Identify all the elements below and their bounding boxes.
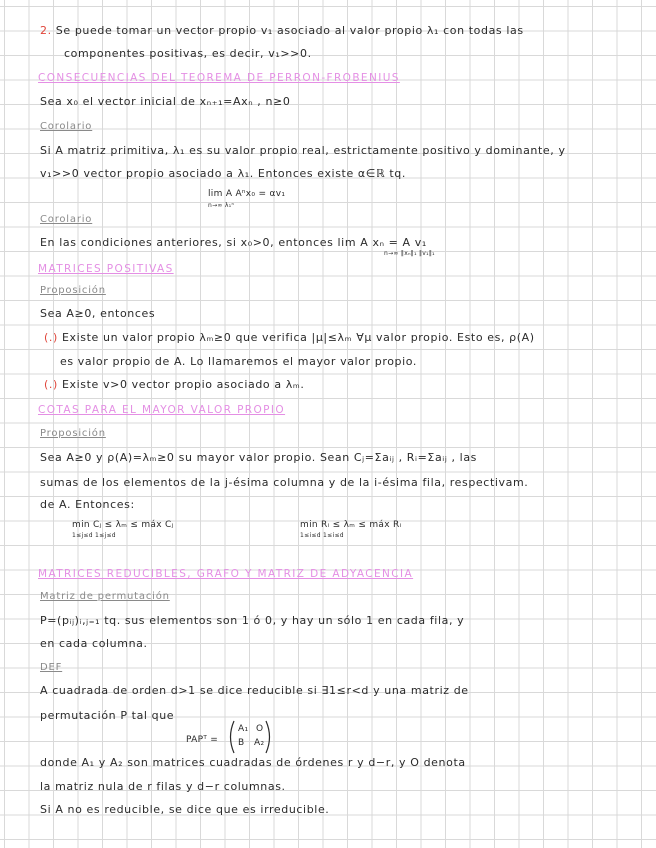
text-line: la matriz nula de r filas y d−r columnas. — [40, 780, 286, 793]
matrix-entry: O — [256, 724, 264, 734]
text-line: Sea A≥0, entonces — [40, 307, 156, 320]
subheading-proposicion: Proposición — [40, 428, 106, 439]
subheading-matriz-permutacion: Matriz de permutación — [40, 591, 170, 602]
text-line: v₁>>0 vector propio asociado a λ₁. Entonces existe α∈ℝ tq. — [40, 167, 406, 180]
text-line: de A. Entonces: — [40, 498, 135, 511]
section-heading-perron: CONSECUENCIAS DEL TEOREMA DE PERRON-FROBENIUS — [38, 72, 400, 84]
matrix-brackets — [226, 719, 274, 755]
subheading-corolario: Corolario — [40, 214, 93, 225]
text-line: 2. Se puede tomar un vector propio v₁ asociado al valor propio λ₁ con todas las — [40, 24, 524, 37]
text-line: Sea x₀ el vector inicial de xₙ₊₁=Axₙ , n≥0 — [40, 95, 291, 108]
formula-papt: PAPᵀ = — [186, 735, 219, 745]
section-heading-cotas: COTAS PARA EL MAYOR VALOR PROPIO — [38, 404, 286, 416]
formula-limit-sub: n→∞ λ₁ⁿ — [208, 202, 235, 209]
text-line: Sea A≥0 y ρ(A)=λₘ≥0 su mayor valor propio. Sean Cⱼ=Σaᵢⱼ , Rᵢ=Σaᵢⱼ , las — [40, 451, 478, 464]
subheading-corolario: Corolario — [40, 121, 93, 132]
formula-bounds-rows-sub: 1≤i≤d 1≤i≤d — [300, 532, 344, 539]
matrix-entry: A₂ — [254, 738, 265, 748]
section-heading-positivas: MATRICES POSITIVAS — [38, 263, 174, 275]
item-marker: (.) — [44, 378, 58, 391]
matrix-entry: B — [238, 738, 245, 748]
formula-limit: lim A Aⁿx₀ = αv₁ — [208, 189, 286, 199]
text-line: (.) Existe un valor propio λₘ≥0 que verifica |μ|≤λₘ ∀μ valor propio. Esto es, ρ(A) — [44, 331, 535, 344]
subheading-proposicion: Proposición — [40, 285, 106, 296]
text-line: es valor propio de A. Lo llamaremos el mayor valor propio. — [60, 355, 418, 368]
matrix-entry: A₁ — [238, 724, 249, 734]
text-line: A cuadrada de orden d>1 se dice reducible si ∃1≤r<d y una matriz de — [40, 684, 469, 697]
text-line: (.) Existe v>0 vector propio asociado a λₘ. — [44, 378, 305, 391]
text-line: sumas de los elementos de la j-ésima columna y de la i-ésima fila, respectivam. — [40, 476, 529, 489]
text-line: Si A matriz primitiva, λ₁ es su valor propio real, estrictamente positivo y dominante, y — [40, 144, 566, 157]
text-line: Si A no es reducible, se dice que es irreducible. — [40, 803, 330, 816]
text-line: donde A₁ y A₂ son matrices cuadradas de órdenes r y d−r, y O denota — [40, 756, 466, 769]
text-line: componentes positivas, es decir, v₁>>0. — [64, 47, 312, 60]
item-number: 2. — [40, 24, 52, 37]
formula-bounds-columns-sub: 1≤j≤d 1≤j≤d — [72, 532, 116, 539]
subheading-def: DEF — [40, 662, 63, 673]
text-line: permutación P tal que — [40, 709, 175, 722]
text-line: en cada columna. — [40, 637, 148, 650]
block-matrix — [226, 719, 274, 755]
text-line: P=(pᵢⱼ)ᵢ,ⱼ₌₁ tq. sus elementos son 1 ó 0, y hay un sólo 1 en cada fila, y — [40, 614, 465, 627]
formula-limit-sub: n→∞ ‖xₙ‖₁ ‖v₁‖₁ — [384, 250, 435, 257]
section-heading-reducibles: MATRICES REDUCIBLES, GRAFO Y MATRIZ DE ADYACENCIA — [38, 568, 414, 580]
text-line: En las condiciones anteriores, si x₀>0, entonces lim A xₙ = A v₁ — [40, 236, 427, 249]
item-marker: (.) — [44, 331, 58, 344]
formula-bounds-columns: min Cⱼ ≤ λₘ ≤ máx Cⱼ — [72, 520, 174, 530]
formula-bounds-rows: min Rᵢ ≤ λₘ ≤ máx Rᵢ — [300, 520, 402, 530]
